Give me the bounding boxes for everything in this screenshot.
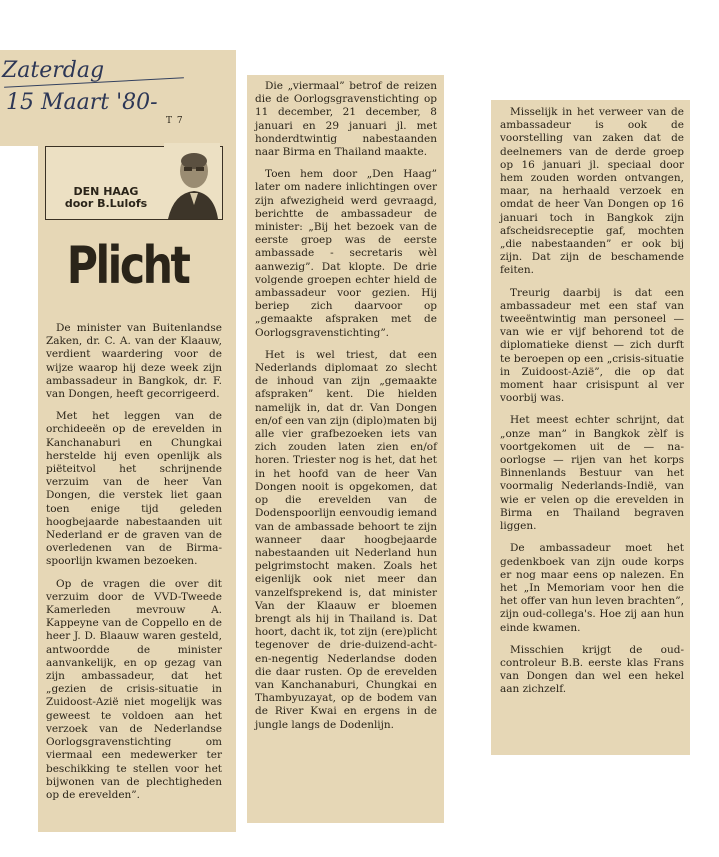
- paragraph: De ambassadeur moet het gedenkboek van zijn oude korps er nog maar eens op nalezen. En het „In Memoriam voor hen die het offer van hun leven brachten”, zijn oud-collega's. Hoe zij aan hun einde kwamen.: [500, 542, 684, 634]
- paragraph: Treurig daarbij is dat een ambassadeur met een staf van tweeëntwintig man personeel — van wie er vijf behorend tot de diplomatieke dienst — zich durft te beroepen op een „crisis-situatie in Zuidoost-Azië”, die op dat moment haar crisispunt al ver voorbij was.: [500, 286, 684, 405]
- paragraph: Het is wel triest, dat een Nederlands diplomaat zo slecht de inhoud van zijn „gemaakte afspraken” kent. Die hielden namelijk in, dat dr. Van Dongen en/of een van zijn (diplo)maten bij alle vier grafbezoeken iets van zich zouden laten zien en/of horen. Triester nog is het, dat het in het hoofd van de heer Van Dongen nooit is opgekomen, dat op die erevelden van de Dodenspoorlijn eenvoudig iemand van de ambassade behoort te zijn wanneer daar hoogbejaarde nabestaanden uit Nederland hun pelgrimstocht maken. Zoals het eigenlijk ook niet meer dan vanzelfsprekend is, dat minister Van der Klaauw er bloemen brengt als hij in Thailand is. Dat hoort, dacht ik, tot zijn (ere)plicht tegenover de drie-duizend-acht-en-negentig Nederlandse doden die daar rusten. Op de erevelden van Kanchanaburi, Chungkai en Thambyuzayat, op de bodem van de River Kwai en ergens in de jungle langs de Dodenlijn.: [255, 348, 437, 731]
- column-2-text: [255, 80, 437, 741]
- paragraph: Toen hem door „Den Haag” later om nadere inlichtingen over zijn afwezigheid werd gevraagd, berichtte de ambassadeur de minister: „Bij het bezoek van de eerste groep was de eerste ambassade - secretaris wèl aanwezig”. Dat klopte. De drie volgende groepen echter hield de ambassadeur voor gezien. Hij beriep zich daarvoor op „gemaakte afspraken met de Oorlogsgravenstichting”.: [255, 168, 437, 339]
- paragraph: Die „viermaal” betrof de reizen die de Oorlogsgravenstichting op 11 december, 21 december, 8 januari en 29 januari jl. met honderdtwintig nabestaanden naar Birma en Thailand maakte.: [255, 80, 437, 159]
- paragraph: Het meest echter schrijnt, dat „onze man” in Bangkok zèlf is voortgekomen uit de — na-oorlogse — rijen van het korps Binnenlands Bestuur van het voormalig Nederlands-Indië, van wie er velen op die erevelden in Birma en Thailand begraven liggen.: [500, 414, 684, 533]
- paragraph: Misselijk in het verweer van de ambassadeur is ook de voorstelling van zaken dat de deelnemers van de derde groep op 16 januari jl. speciaal door hem zouden worden ontvangen, maar, na herhaald verzoek en omdat de heer Van Dongen op 16 januari toch in Bangkok zijn afscheidsreceptie gaf, mochten „die nabestaanden” er ook bij zijn. Dat zijn de beschamende feiten.: [500, 106, 684, 277]
- paragraph: Misschien krijgt de oud-controleur B.B. eerste klas Frans van Dongen dan wel een hekel aan zichzelf.: [500, 643, 684, 696]
- headline: Plicht: [66, 236, 189, 296]
- paragraph: Met het leggen van de orchideeën op de erevelden in Kanchanaburi en Chungkai herstelde hij even openlijk als piëteitvol het schrijnende verzuim van de heer Van Dongen, die verstek liet gaan toen enige tijd geleden hoogbejaarde nabestaanden uit Nederland er de graven van de overledenen van de Birma-spoorlijn kwamen bezoeken.: [46, 410, 222, 568]
- column-3-text: [500, 106, 684, 706]
- paragraph: Op de vragen die over dit verzuim door de VVD-Tweede Kamerleden mevrouw A. Kappeyne van de Coppello en de heer J. D. Blaauw waren gesteld, antwoordde de minister aanvankelijk, en op gezag van zijn ambassadeur, dat het „gezien de crisis-situatie in Zuidoost-Azië niet mogelijk was geweest te voldoen aan het verzoek van de Nederlandse Oorlogsgravenstichting om viermaal een medewerker ter beschikking te stellen voor het bijwonen van de plechtigheden op de erevelden”.: [46, 577, 222, 801]
- byline: DEN HAAG door B.Lulofs: [64, 185, 148, 210]
- column-1-text: [46, 322, 222, 811]
- handwritten-date: 15 Maart '80-: [6, 90, 158, 115]
- paragraph: De minister van Buitenlandse Zaken, dr. C. A. van der Klaauw, verdient waardering voor de wijze waarop hij deze week zijn ambassadeur in Bangkok, dr. F. van Dongen, heeft gecorrigeerd.: [46, 322, 222, 401]
- author-portrait-icon: [164, 143, 220, 219]
- page-number: T 7: [166, 116, 184, 126]
- handwritten-day: Zaterdag: [2, 58, 105, 83]
